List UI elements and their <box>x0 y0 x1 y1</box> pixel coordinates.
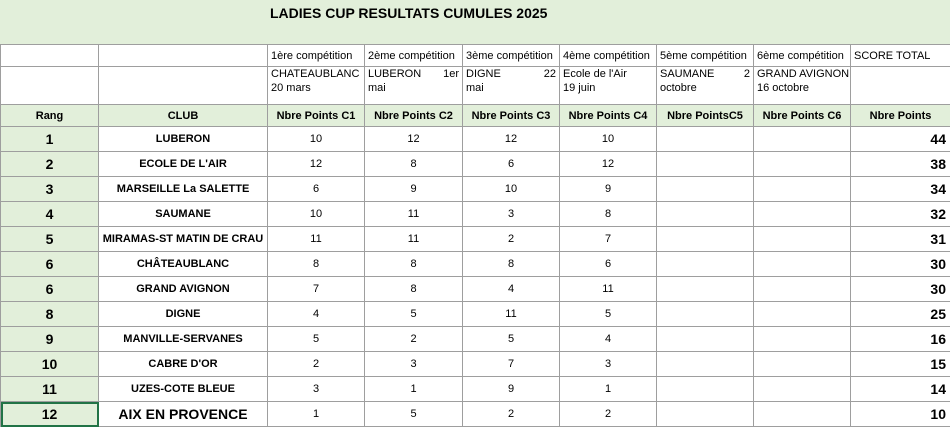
points-c4-cell[interactable]: 9 <box>560 177 657 202</box>
competition-4-date: 19 juin <box>563 81 653 95</box>
points-c4-cell[interactable]: 12 <box>560 152 657 177</box>
club-cell[interactable]: MANVILLE-SERVANES <box>99 327 268 352</box>
table-row <box>1 177 950 202</box>
points-c3-cell[interactable]: 9 <box>463 377 560 402</box>
points-c3-cell[interactable]: 2 <box>463 227 560 252</box>
points-c3-cell[interactable]: 5 <box>463 327 560 352</box>
competition-4-venue: Ecole de l'Air <box>563 67 627 81</box>
points-c1-cell[interactable]: 5 <box>268 327 365 352</box>
header-rang[interactable]: Rang <box>1 105 99 127</box>
club-cell[interactable]: MIRAMAS-ST MATIN DE CRAU <box>99 227 268 252</box>
competition-1-venue: CHATEAUBLANC <box>271 67 359 81</box>
competition-4-detail[interactable] <box>560 67 657 105</box>
competition-2-label[interactable]: 2ème compétition <box>365 45 463 67</box>
points-c5-cell[interactable] <box>657 252 754 277</box>
page-title[interactable]: LADIES CUP RESULTATS CUMULES 2025 <box>270 5 547 21</box>
total-score-cell[interactable]: 30 <box>851 277 950 302</box>
results-table <box>0 44 950 427</box>
points-c6-cell[interactable] <box>754 402 851 427</box>
empty-cell[interactable] <box>1 45 99 67</box>
table-row <box>1 127 950 152</box>
results-rows <box>1 127 950 427</box>
points-c6-cell[interactable] <box>754 177 851 202</box>
rang-cell[interactable]: 2 <box>1 152 99 177</box>
header-c5[interactable]: Nbre PointsC5 <box>657 105 754 127</box>
competition-3-venue: DIGNE <box>466 67 501 81</box>
competition-6-date: 16 octobre <box>757 81 847 95</box>
club-cell[interactable]: DIGNE <box>99 302 268 327</box>
total-score-cell[interactable]: 25 <box>851 302 950 327</box>
competition-5-venue: SAUMANE <box>660 67 714 81</box>
rang-cell[interactable]: 4 <box>1 202 99 227</box>
column-header-row <box>1 105 950 127</box>
total-score-cell[interactable]: 16 <box>851 327 950 352</box>
points-c1-cell[interactable]: 7 <box>268 277 365 302</box>
total-score-cell[interactable]: 32 <box>851 202 950 227</box>
header-c6[interactable]: Nbre Points C6 <box>754 105 851 127</box>
competition-5-date: octobre <box>660 81 750 95</box>
points-c4-cell[interactable]: 4 <box>560 327 657 352</box>
competition-label-row <box>1 45 950 67</box>
table-row <box>1 152 950 177</box>
points-c6-cell[interactable] <box>754 352 851 377</box>
competition-2-detail[interactable] <box>365 67 463 105</box>
points-c5-cell[interactable] <box>657 277 754 302</box>
points-c4-cell[interactable]: 8 <box>560 202 657 227</box>
points-c2-cell[interactable]: 3 <box>365 352 463 377</box>
rang-cell[interactable]: 6 <box>1 277 99 302</box>
rang-cell[interactable]: 12 <box>1 402 99 427</box>
points-c2-cell[interactable]: 8 <box>365 152 463 177</box>
table-row <box>1 402 950 427</box>
table-row <box>1 227 950 252</box>
club-cell[interactable]: LUBERON <box>99 127 268 152</box>
total-score-cell[interactable]: 34 <box>851 177 950 202</box>
empty-cell[interactable] <box>851 67 950 105</box>
points-c4-cell[interactable]: 11 <box>560 277 657 302</box>
rang-cell[interactable]: 6 <box>1 252 99 277</box>
empty-cell[interactable] <box>1 67 99 105</box>
competition-3-label[interactable]: 3ème compétition <box>463 45 560 67</box>
empty-cell[interactable] <box>99 67 268 105</box>
points-c6-cell[interactable] <box>754 227 851 252</box>
competition-3-date: mai <box>466 81 556 95</box>
points-c6-cell[interactable] <box>754 377 851 402</box>
club-cell[interactable]: UZES-COTE BLEUE <box>99 377 268 402</box>
points-c2-cell[interactable]: 9 <box>365 177 463 202</box>
club-cell[interactable]: CHÂTEAUBLANC <box>99 252 268 277</box>
points-c3-cell[interactable]: 8 <box>463 252 560 277</box>
points-c2-cell[interactable]: 8 <box>365 277 463 302</box>
club-cell[interactable]: CABRE D'OR <box>99 352 268 377</box>
points-c4-cell[interactable]: 3 <box>560 352 657 377</box>
points-c3-cell[interactable]: 6 <box>463 152 560 177</box>
points-c4-cell[interactable]: 7 <box>560 227 657 252</box>
rang-cell[interactable]: 5 <box>1 227 99 252</box>
club-cell[interactable]: GRAND AVIGNON <box>99 277 268 302</box>
points-c1-cell[interactable]: 2 <box>268 352 365 377</box>
points-c1-cell[interactable]: 11 <box>268 227 365 252</box>
total-score-cell[interactable]: 30 <box>851 252 950 277</box>
score-total-label[interactable]: SCORE TOTAL <box>851 45 950 67</box>
points-c3-cell[interactable]: 11 <box>463 302 560 327</box>
points-c4-cell[interactable]: 10 <box>560 127 657 152</box>
points-c3-cell[interactable]: 12 <box>463 127 560 152</box>
header-c3[interactable]: Nbre Points C3 <box>463 105 560 127</box>
points-c1-cell[interactable]: 10 <box>268 127 365 152</box>
points-c4-cell[interactable]: 2 <box>560 402 657 427</box>
club-cell[interactable]: AIX EN PROVENCE <box>99 402 268 427</box>
header-total[interactable]: Nbre Points <box>851 105 950 127</box>
points-c3-cell[interactable]: 10 <box>463 177 560 202</box>
competition-6-detail[interactable] <box>754 67 851 105</box>
points-c5-cell[interactable] <box>657 302 754 327</box>
header-c4[interactable]: Nbre Points C4 <box>560 105 657 127</box>
points-c1-cell[interactable]: 10 <box>268 202 365 227</box>
total-score-cell[interactable]: 44 <box>851 127 950 152</box>
club-cell[interactable]: ECOLE DE L'AIR <box>99 152 268 177</box>
points-c3-cell[interactable]: 3 <box>463 202 560 227</box>
points-c6-cell[interactable] <box>754 277 851 302</box>
points-c5-cell[interactable] <box>657 227 754 252</box>
empty-cell[interactable] <box>99 45 268 67</box>
points-c6-cell[interactable] <box>754 252 851 277</box>
points-c5-cell[interactable] <box>657 127 754 152</box>
points-c5-cell[interactable] <box>657 327 754 352</box>
table-row <box>1 352 950 377</box>
points-c2-cell[interactable]: 2 <box>365 327 463 352</box>
points-c3-cell[interactable]: 2 <box>463 402 560 427</box>
points-c5-cell[interactable] <box>657 377 754 402</box>
total-score-cell[interactable]: 15 <box>851 352 950 377</box>
rang-cell[interactable]: 11 <box>1 377 99 402</box>
competition-1-label[interactable]: 1ère compétition <box>268 45 365 67</box>
competition-6-venue: GRAND AVIGNON <box>757 67 849 81</box>
table-row <box>1 377 950 402</box>
points-c4-cell[interactable]: 6 <box>560 252 657 277</box>
competition-1-date: 20 mars <box>271 81 361 95</box>
rang-cell[interactable]: 8 <box>1 302 99 327</box>
points-c1-cell[interactable]: 1 <box>268 402 365 427</box>
points-c6-cell[interactable] <box>754 152 851 177</box>
points-c6-cell[interactable] <box>754 327 851 352</box>
points-c2-cell[interactable]: 11 <box>365 227 463 252</box>
points-c1-cell[interactable]: 4 <box>268 302 365 327</box>
competition-5-detail[interactable] <box>657 67 754 105</box>
table-row <box>1 302 950 327</box>
rang-cell[interactable]: 10 <box>1 352 99 377</box>
competition-2-date: mai <box>368 81 459 95</box>
competition-3-day: 22 <box>544 67 556 81</box>
competition-2-day: 1er <box>443 67 459 81</box>
table-row <box>1 202 950 227</box>
table-row <box>1 277 950 302</box>
points-c5-cell[interactable] <box>657 352 754 377</box>
rang-cell[interactable]: 3 <box>1 177 99 202</box>
points-c4-cell[interactable]: 1 <box>560 377 657 402</box>
total-score-cell[interactable]: 14 <box>851 377 950 402</box>
points-c1-cell[interactable]: 3 <box>268 377 365 402</box>
rang-cell[interactable]: 9 <box>1 327 99 352</box>
header-club[interactable]: CLUB <box>99 105 268 127</box>
points-c5-cell[interactable] <box>657 152 754 177</box>
competition-detail-row <box>1 67 950 105</box>
header-c2[interactable]: Nbre Points C2 <box>365 105 463 127</box>
points-c2-cell[interactable]: 1 <box>365 377 463 402</box>
points-c5-cell[interactable] <box>657 402 754 427</box>
title-bar <box>0 0 950 44</box>
points-c1-cell[interactable]: 8 <box>268 252 365 277</box>
points-c2-cell[interactable]: 11 <box>365 202 463 227</box>
competition-1-detail[interactable] <box>268 67 365 105</box>
points-c3-cell[interactable]: 4 <box>463 277 560 302</box>
points-c2-cell[interactable]: 5 <box>365 402 463 427</box>
points-c3-cell[interactable]: 7 <box>463 352 560 377</box>
points-c1-cell[interactable]: 12 <box>268 152 365 177</box>
competition-6-label[interactable]: 6ème compétition <box>754 45 851 67</box>
total-score-cell[interactable]: 31 <box>851 227 950 252</box>
points-c6-cell[interactable] <box>754 127 851 152</box>
points-c2-cell[interactable]: 5 <box>365 302 463 327</box>
rang-cell[interactable]: 1 <box>1 127 99 152</box>
club-cell[interactable]: MARSEILLE La SALETTE <box>99 177 268 202</box>
points-c6-cell[interactable] <box>754 202 851 227</box>
points-c2-cell[interactable]: 12 <box>365 127 463 152</box>
competition-2-venue: LUBERON <box>368 67 421 81</box>
total-score-cell[interactable]: 38 <box>851 152 950 177</box>
points-c5-cell[interactable] <box>657 177 754 202</box>
total-score-cell[interactable]: 10 <box>851 402 950 427</box>
header-c1[interactable]: Nbre Points C1 <box>268 105 365 127</box>
competition-3-detail[interactable] <box>463 67 560 105</box>
points-c5-cell[interactable] <box>657 202 754 227</box>
points-c1-cell[interactable]: 6 <box>268 177 365 202</box>
points-c2-cell[interactable]: 8 <box>365 252 463 277</box>
competition-5-day: 2 <box>744 67 750 81</box>
table-row <box>1 252 950 277</box>
table-row <box>1 327 950 352</box>
competition-4-label[interactable]: 4ème compétition <box>560 45 657 67</box>
club-cell[interactable]: SAUMANE <box>99 202 268 227</box>
competition-5-label[interactable]: 5ème compétition <box>657 45 754 67</box>
points-c4-cell[interactable]: 5 <box>560 302 657 327</box>
points-c6-cell[interactable] <box>754 302 851 327</box>
